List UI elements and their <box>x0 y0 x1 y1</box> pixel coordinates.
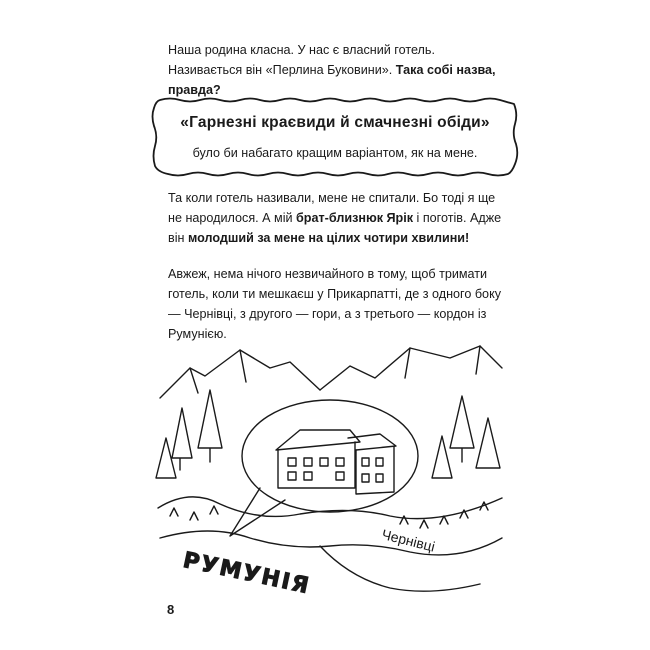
wavy-frame <box>150 96 520 178</box>
paragraph-intro <box>168 40 508 100</box>
tree-6 <box>432 436 452 478</box>
tree-5 <box>476 418 500 468</box>
hotel-roof-left <box>276 430 360 450</box>
paragraph-twin-text1: Та коли готель називали, мене не спитали. Бо тоді я ще не народилося. А мій <box>168 191 496 225</box>
label-chernivtsi: Чернівці <box>380 526 437 555</box>
forest-line <box>158 497 502 519</box>
tree-2 <box>198 390 222 462</box>
tree-4 <box>450 396 474 462</box>
callout-subtitle: було би набагато кращим варіантом, як на мене. <box>192 146 478 160</box>
paragraph-location: Авжеж, нема нічого незвичайного в тому, щоб тримати готель, коли ти мешкаєш у Прикарпатті, де з одного боку — Чернівці, з другого — гори, а з третього — кордон із Румунією. <box>168 267 502 341</box>
paragraph-twin-bold1: брат-близнюк Ярік <box>296 211 414 225</box>
tree-1 <box>172 408 192 470</box>
callout-title: «Гарнезні краєвиди й смачнезні обіди» <box>180 114 490 131</box>
label-romania: РУМУНІЯ <box>180 548 313 600</box>
page-number: 8 <box>167 602 175 617</box>
paragraph-twin <box>168 188 508 248</box>
mountain-right <box>320 346 502 390</box>
border-line <box>160 531 502 555</box>
callout-box <box>150 96 520 178</box>
mountain-left <box>160 350 320 398</box>
paragraph-intro-text: Наша родина класна. У нас є власний готель. Називається він «Перлина Буковини». <box>168 43 435 77</box>
paragraph-twin-text2: і поготів. Адже він <box>168 211 502 245</box>
paragraph-twin-bold2: молодший за мене на цілих чотири хвилини! <box>187 231 470 245</box>
river-line <box>320 546 480 591</box>
hotel-bubble <box>242 400 418 512</box>
paragraph-intro-bold: Така собі назва, правда? <box>168 63 496 97</box>
